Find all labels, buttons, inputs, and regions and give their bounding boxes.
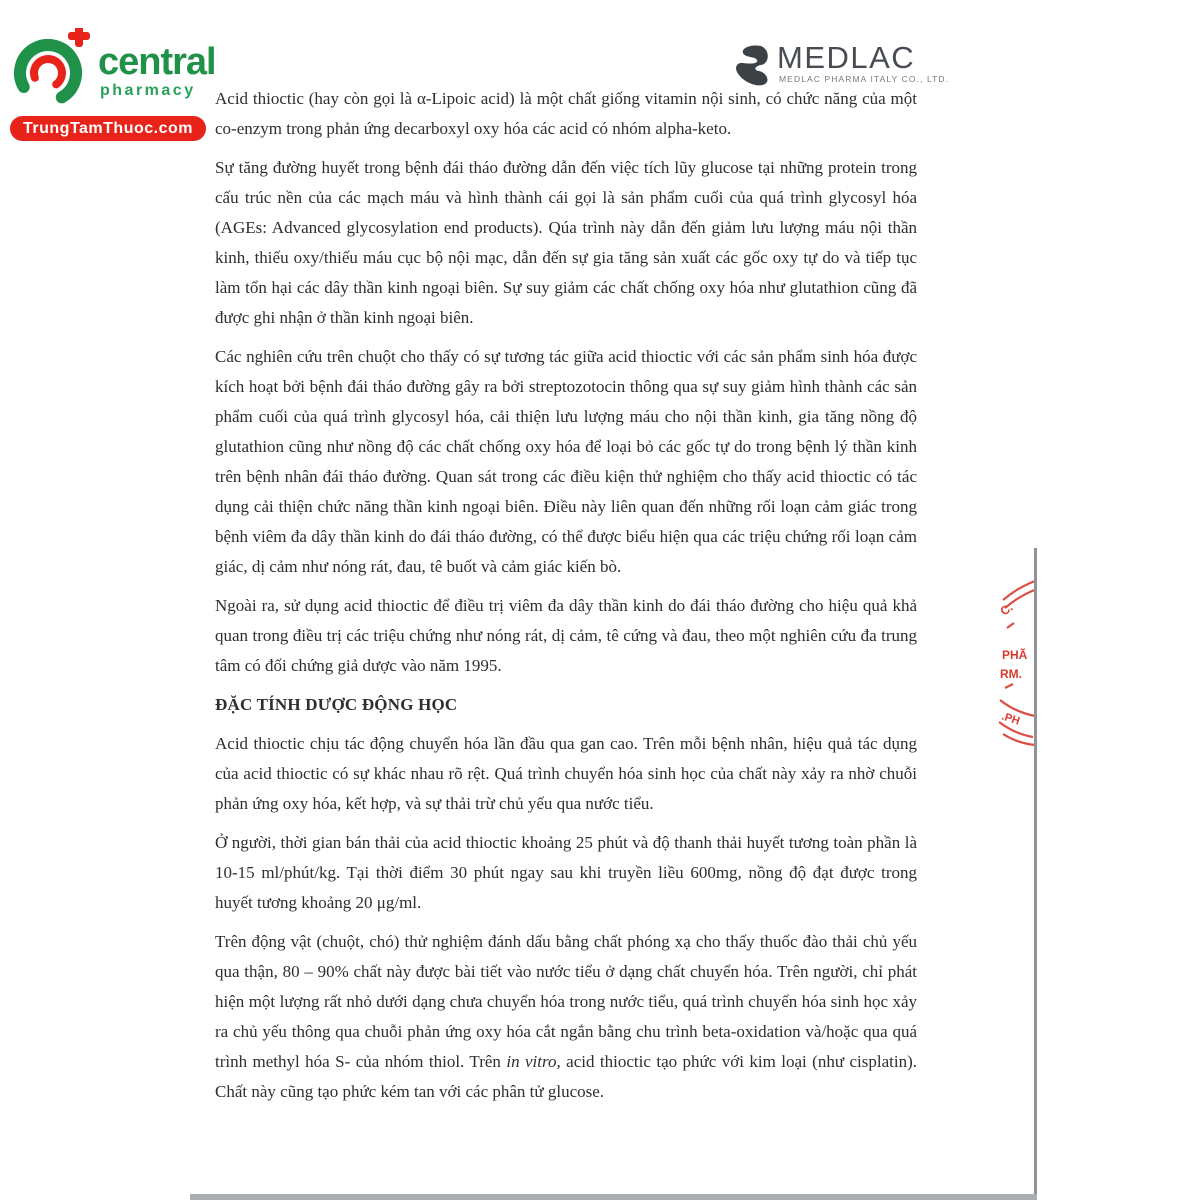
document-body xyxy=(215,84,917,1116)
paragraph-intro: Acid thioctic (hay còn gọi là α-Lipoic acid) là một chất giống vitamin nội sinh, có chức năng của một co-enzym trong phản ứng decarboxyl oxy hóa các acid có nhóm alpha-keto. xyxy=(215,89,917,138)
section-heading-pharmacokinetics: ĐẶC TÍNH DƯỢC ĐỘNG HỌC xyxy=(215,695,458,714)
red-stamp-fragment xyxy=(997,576,1037,746)
excretion-text-post: acid thioctic tạo phức với kim loại (như cisplatin). Chất này cũng tạo phức kém tan với các phân tử glucose. xyxy=(215,1052,917,1101)
paragraph-excretion xyxy=(215,927,917,1107)
scan-edge-bottom xyxy=(190,1194,1037,1200)
central-pharmacy-wordmark: central xyxy=(98,41,216,83)
central-pharmacy-wordmark-sub: pharmacy xyxy=(100,82,196,99)
plus-icon xyxy=(68,28,90,47)
medlac-subtitle: MEDLAC PHARMA ITALY CO., LTD. xyxy=(779,74,950,84)
scan-edge-right xyxy=(1034,548,1037,1200)
excretion-text-invitro: in vitro, xyxy=(506,1052,561,1071)
paragraph-clinical-1995: Ngoài ra, sử dụng acid thioctic để điều trị viêm đa dây thần kinh do đái tháo đường cho hiệu quả khả quan trong điều trị các triệu chứng như nóng rát, dị cảm, tê cứng và đau, theo một nghiên cứu đa trung tâm có đối chứng giả dược vào năm 1995. xyxy=(215,596,917,675)
stamp-text-3: RM. xyxy=(1000,667,1022,681)
paragraph-rat-studies: Các nghiên cứu trên chuột cho thấy có sự tương tác giữa acid thioctic với các sản phẩm sinh hóa được kích hoạt bởi bệnh đái tháo đường gây ra bởi streptozotocin thông qua sự suy giảm hình thành các sản phẩm cuối của quá trình glycosyl hóa, cải thiện lưu lượng máu cho nội thần kinh, gia tăng nồng độ glutathion cũng như nồng độ các chất chống oxy hóa để loại bỏ các gốc tự do trong bệnh lý thần kinh trên bệnh nhân đái tháo đường. Quan sát trong các điều kiện thử nghiệm cho thấy acid thioctic có tác dụng cải thiện chức năng thần kinh ngoại biên. Điều này liên quan đến những rối loạn cảm giác trong bệnh viêm đa dây thần kinh do đái tháo đường, có thể được biểu hiện qua các triệu chứng rối loạn cảm giác, dị cảm như nóng rát, đau, tê buốt và cảm giác kiến bò. xyxy=(215,347,917,576)
central-pharmacy-c-icon xyxy=(10,28,92,112)
excretion-text-pre: Trên động vật (chuột, chó) thử nghiệm đánh dấu bằng chất phóng xạ cho thấy thuốc đào thải chủ yếu qua thận, 80 – 90% chất này được bài tiết vào nước tiểu ở dạng chất chuyển hóa. Trên người, chỉ phát hiện một lượng rất nhỏ dưới dạng chưa chuyển hóa trong nước tiểu, quá trình chuyển hóa sinh học xảy ra chủ yếu thông qua chuỗi phản ứng oxy hóa cắt ngắn bằng chu trình beta-oxidation và/hoặc qua quá trình methyl hóa S- của nhóm thiol. Trên xyxy=(215,932,917,1071)
stamp-text-2: PHÃ xyxy=(1002,648,1028,662)
central-pharmacy-logo xyxy=(10,28,240,146)
paragraph-first-pass: Acid thioctic chịu tác động chuyển hóa lần đầu qua gan cao. Trên mỗi bệnh nhân, hiệu quả tác dụng của acid thioctic có sự khác nhau rõ rệt. Quá trình chuyển hóa sinh học của chất này xảy ra nhờ chuỗi phản ứng oxy hóa, kết hợp, và sự thải trừ chủ yếu qua nước tiểu. xyxy=(215,734,917,813)
stamp-text-1: C. xyxy=(997,600,1016,619)
trungtamthuoc-badge: TrungTamThuoc.com xyxy=(10,116,206,141)
paragraph-hyperglycemia: Sự tăng đường huyết trong bệnh đái tháo đường dẫn đến việc tích lũy glucose tại những protein trong cấu trúc nền của các mạch máu và hình thành cái gọi là sản phẩm cuối của quá trình glycosyl hóa (AGEs: Advanced glycosylation end products). Qúa trình này dẫn đến giảm lưu lượng máu nội thần kinh, thiếu oxy/thiếu máu cục bộ nội mạc, dẫn đến sự gia tăng sản xuất các gốc oxy tự do và tiếp tục làm tổn hại các dây thần kinh ngoại biên. Sự suy giảm các chất chống oxy hóa như glutathion cũng đã được ghi nhận ở thần kinh ngoại biên. xyxy=(215,158,917,327)
paragraph-half-life: Ở người, thời gian bán thải của acid thioctic khoảng 25 phút và độ thanh thải huyết tương toàn phần là 10-15 ml/phút/kg. Tại thời điểm 30 phút ngay sau khi truyền liều 600mg, nồng độ đạt được trong huyết tương khoảng 20 μg/ml. xyxy=(215,833,917,912)
stamp-text-4: .PH xyxy=(1000,710,1022,728)
medlac-wordmark: MEDLAC xyxy=(777,40,916,75)
